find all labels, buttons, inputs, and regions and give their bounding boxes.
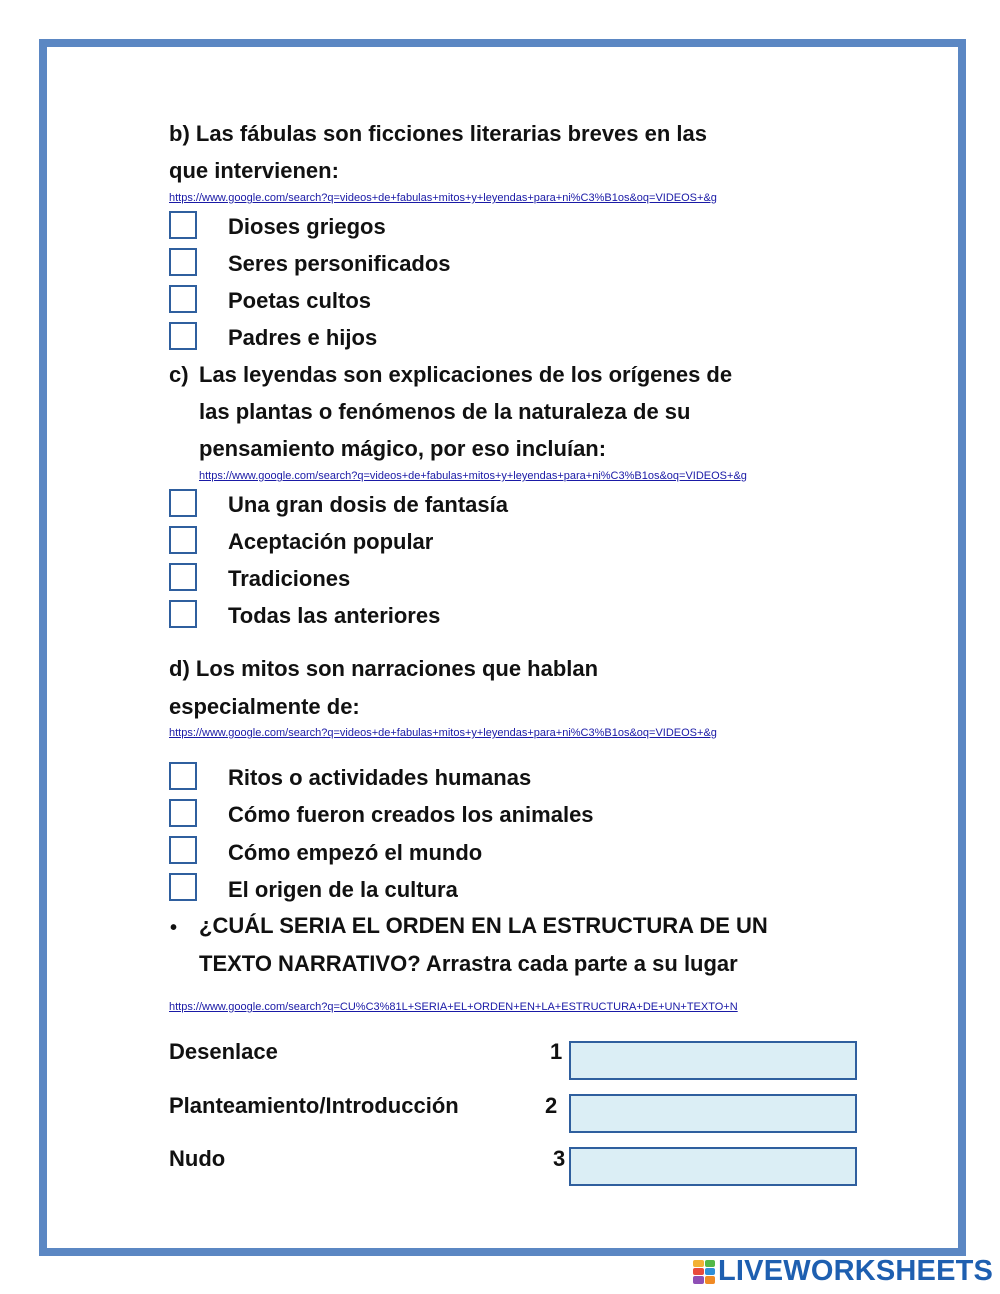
option-d-3: Cómo empezó el mundo bbox=[228, 840, 483, 865]
checkbox-b-4[interactable] bbox=[169, 322, 197, 350]
option-c-2: Aceptación popular bbox=[228, 529, 434, 554]
checkbox-b-2[interactable] bbox=[169, 248, 197, 276]
question-c-line2: las plantas o fenómenos de la naturaleza de su bbox=[199, 399, 691, 424]
option-d-2: Cómo fueron creados los animales bbox=[228, 802, 594, 827]
checkbox-d-4[interactable] bbox=[169, 873, 197, 901]
option-c-3: Tradiciones bbox=[228, 566, 351, 591]
drop-slot-2[interactable] bbox=[569, 1094, 857, 1133]
question-b-link[interactable]: https://www.google.com/search?q=videos+de+fabulas+mitos+y+leyendas+para+ni%C3%B1os&oq=VIDEOS+&g bbox=[169, 192, 717, 204]
drop-slot-3[interactable] bbox=[569, 1147, 857, 1186]
question-c-line1: Las leyendas son explicaciones de los orígenes de bbox=[199, 362, 733, 387]
question-e-line2: TEXTO NARRATIVO? Arrastra cada parte a su lugar bbox=[199, 951, 738, 976]
option-c-4: Todas las anteriores bbox=[228, 603, 441, 628]
checkbox-b-3[interactable] bbox=[169, 285, 197, 313]
liveworksheets-brand bbox=[693, 1255, 993, 1288]
logo-block bbox=[705, 1260, 716, 1267]
checkbox-c-1[interactable] bbox=[169, 489, 197, 517]
question-b-line1: b) Las fábulas son ficciones literarias breves en las bbox=[169, 121, 708, 146]
bullet-icon: • bbox=[170, 917, 178, 939]
option-b-2: Seres personificados bbox=[228, 251, 451, 276]
checkbox-d-1[interactable] bbox=[169, 762, 197, 790]
logo-block bbox=[693, 1268, 704, 1275]
option-d-4: El origen de la cultura bbox=[228, 877, 458, 902]
option-b-4: Padres e hijos bbox=[228, 325, 378, 350]
logo-block bbox=[705, 1276, 716, 1283]
logo-block bbox=[693, 1260, 704, 1267]
question-c-line3: pensamiento mágico, por eso incluían: bbox=[199, 436, 607, 461]
option-b-1: Dioses griegos bbox=[228, 214, 386, 239]
brand-name: LIVEWORKSHEETS bbox=[718, 1255, 994, 1287]
checkbox-c-2[interactable] bbox=[169, 526, 197, 554]
question-e-line1: ¿CUÁL SERIA EL ORDEN EN LA ESTRUCTURA DE UN bbox=[199, 913, 768, 938]
drag-item-planteamiento[interactable]: Planteamiento/Introducción bbox=[169, 1093, 459, 1118]
question-c-link[interactable]: https://www.google.com/search?q=videos+de+fabulas+mitos+y+leyendas+para+ni%C3%B1os&oq=VIDEOS+&g bbox=[199, 470, 747, 482]
question-e-link[interactable]: https://www.google.com/search?q=CU%C3%81L+SERIA+EL+ORDEN+EN+LA+ESTRUCTURA+DE+UN+TEXTO+N bbox=[169, 1001, 738, 1013]
question-d-line1: d) Los mitos son narraciones que hablan bbox=[169, 656, 599, 681]
question-d-link[interactable]: https://www.google.com/search?q=videos+de+fabulas+mitos+y+leyendas+para+ni%C3%B1os&oq=VIDEOS+&g bbox=[169, 727, 717, 739]
question-b-line2: que intervienen: bbox=[169, 158, 339, 183]
checkbox-d-3[interactable] bbox=[169, 836, 197, 864]
checkbox-c-3[interactable] bbox=[169, 563, 197, 591]
question-c-label: c) bbox=[169, 362, 189, 387]
drag-item-desenlace[interactable]: Desenlace bbox=[169, 1039, 278, 1064]
checkbox-d-2[interactable] bbox=[169, 799, 197, 827]
option-d-1: Ritos o actividades humanas bbox=[228, 765, 532, 790]
logo-block bbox=[705, 1268, 716, 1275]
liveworksheets-logo-icon bbox=[693, 1260, 715, 1284]
logo-block bbox=[693, 1276, 704, 1283]
checkbox-c-4[interactable] bbox=[169, 600, 197, 628]
slot-number-2: 2 bbox=[545, 1093, 558, 1118]
question-d-line2: especialmente de: bbox=[169, 694, 360, 719]
option-b-3: Poetas cultos bbox=[228, 288, 372, 313]
slot-number-3: 3 bbox=[553, 1146, 566, 1171]
option-c-1: Una gran dosis de fantasía bbox=[228, 492, 508, 517]
drag-item-nudo[interactable]: Nudo bbox=[169, 1146, 226, 1171]
slot-number-1: 1 bbox=[550, 1039, 563, 1064]
drop-slot-1[interactable] bbox=[569, 1041, 857, 1080]
checkbox-b-1[interactable] bbox=[169, 211, 197, 239]
